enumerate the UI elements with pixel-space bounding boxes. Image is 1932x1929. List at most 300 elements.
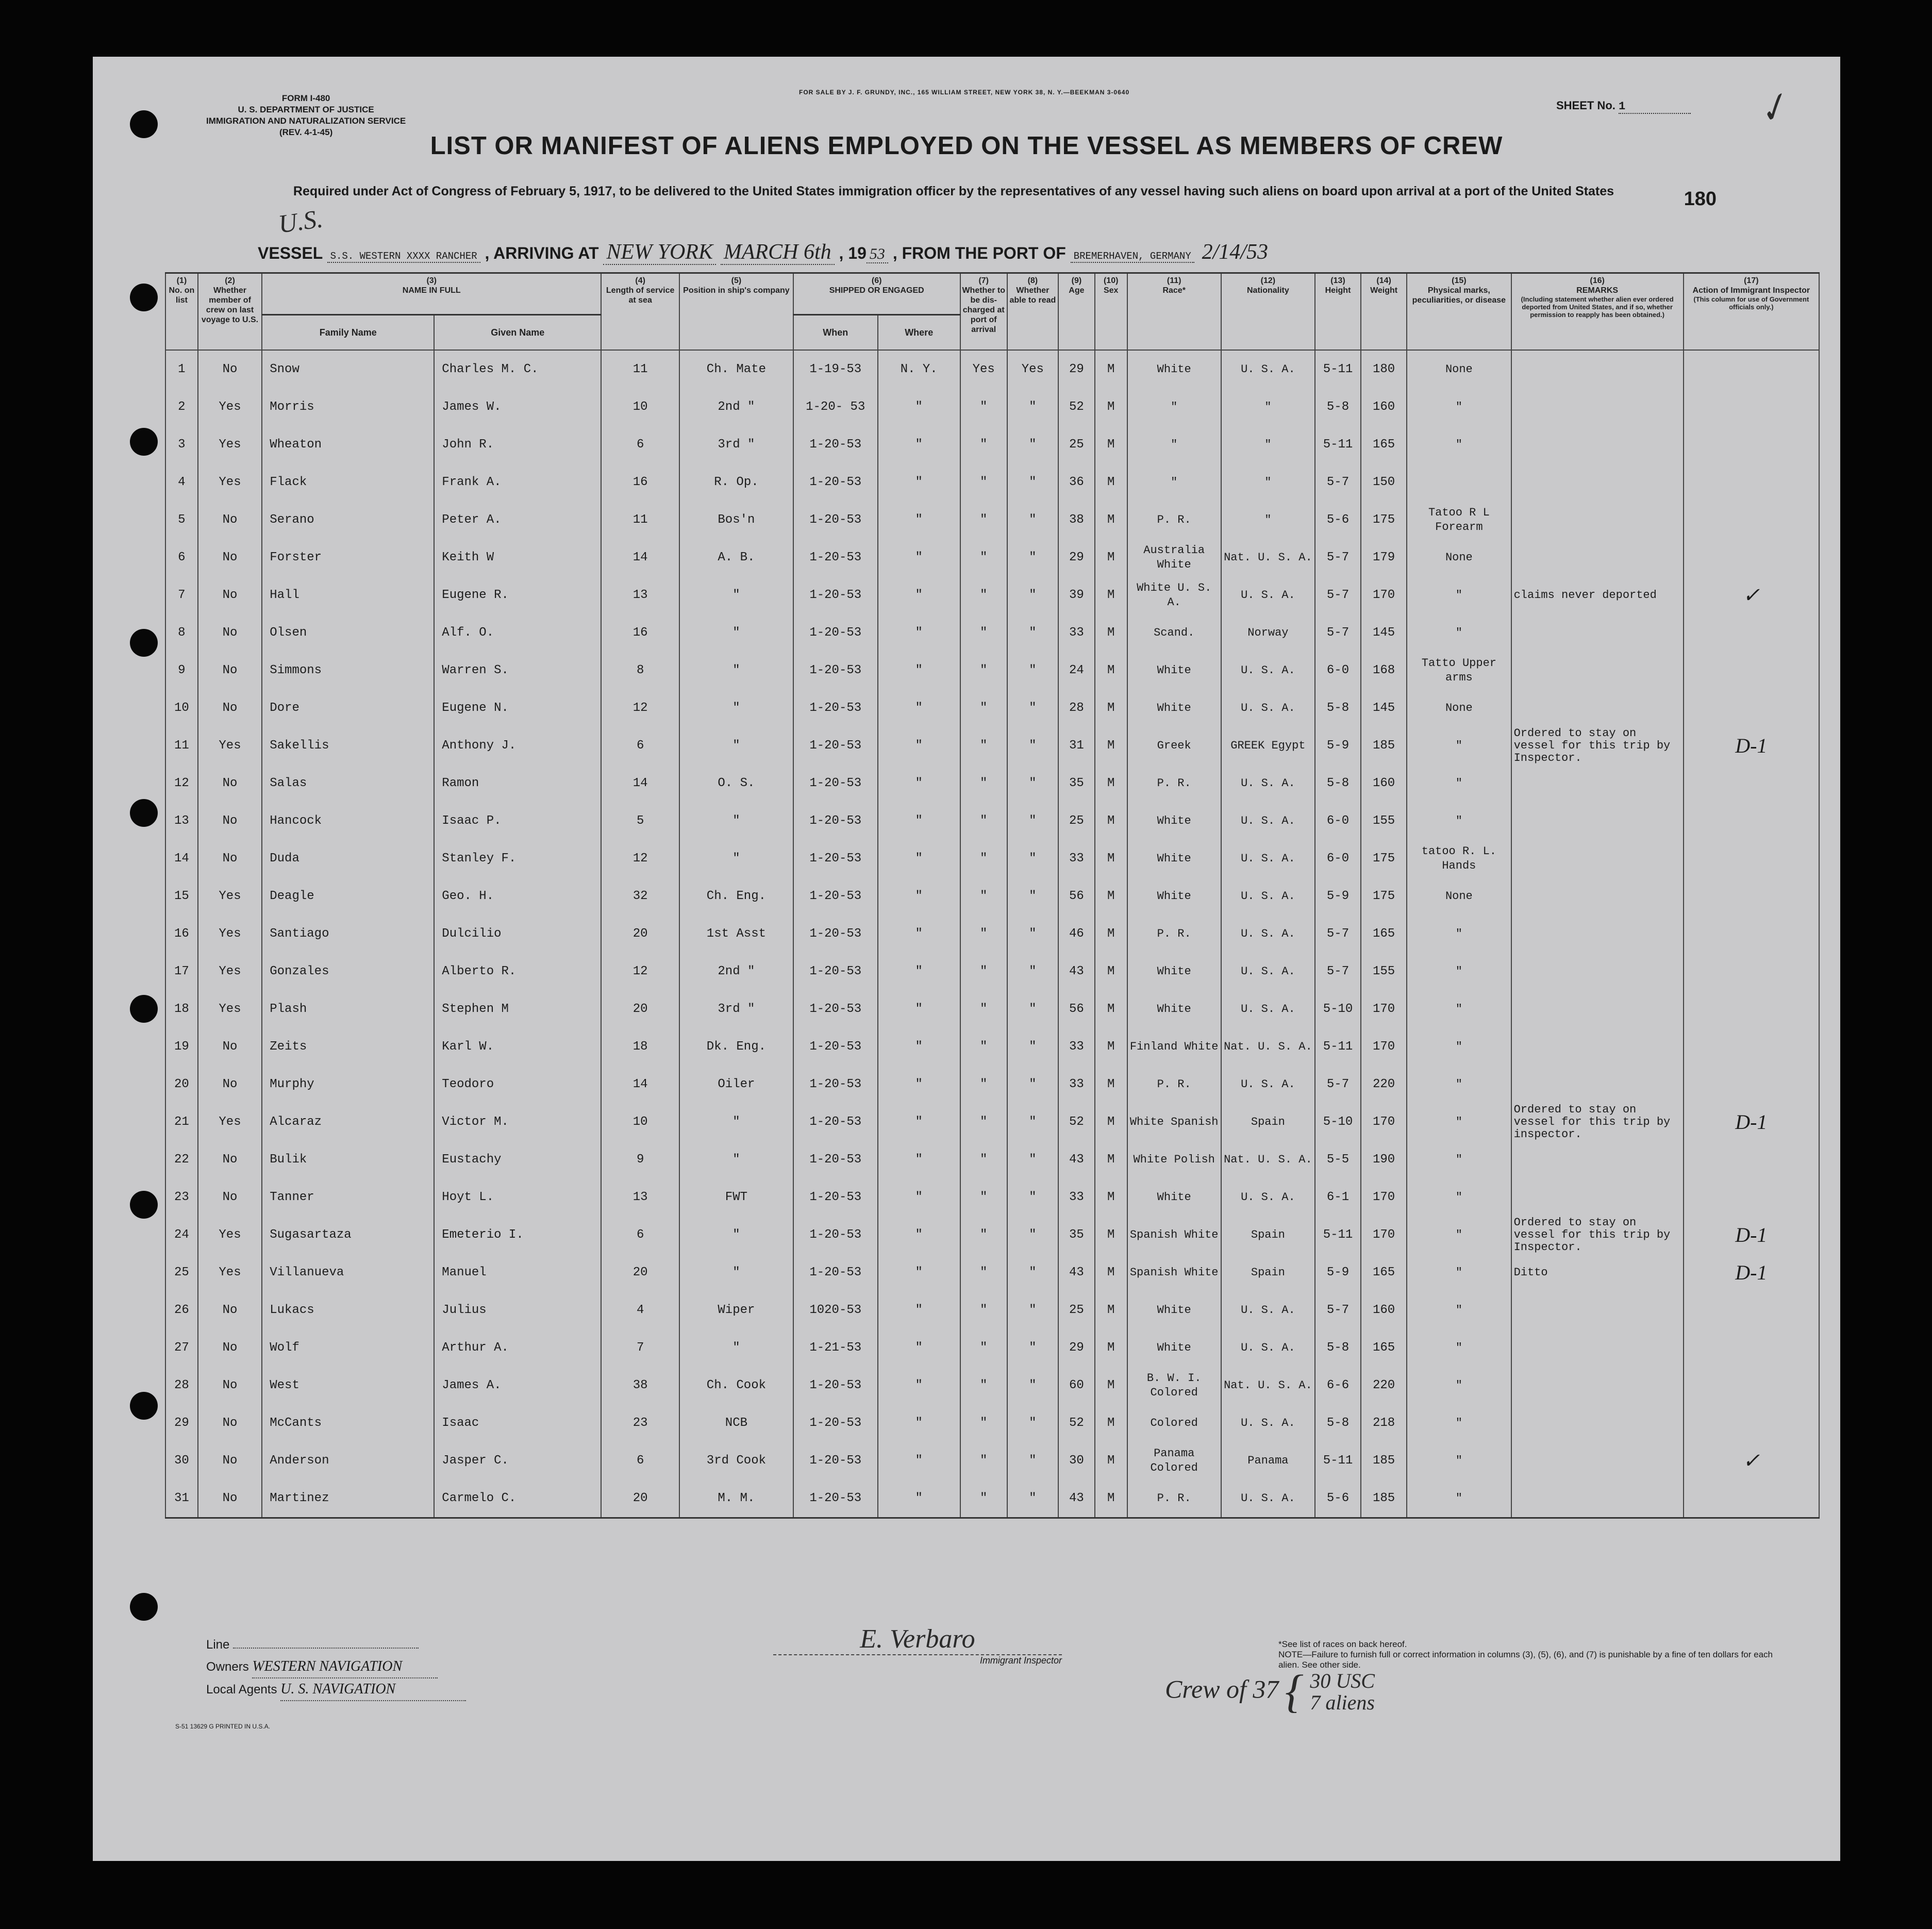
cell-position: Ch. Cook — [679, 1367, 793, 1404]
cell-family-name: Duda — [262, 840, 434, 877]
cell-inspector-action — [1684, 350, 1819, 388]
header-row — [165, 273, 1819, 315]
cell-previous-voyage: No — [198, 689, 262, 727]
cell-row-number: 30 — [165, 1442, 198, 1479]
cell-age: 43 — [1058, 1254, 1095, 1291]
cell-sex: M — [1095, 463, 1127, 501]
cell-nationality: U. S. A. — [1221, 990, 1315, 1028]
cell-race: Spanish White — [1127, 1254, 1221, 1291]
cell-given-name: Frank A. — [434, 463, 601, 501]
cell-discharged: " — [960, 1442, 1007, 1479]
crew-row — [165, 1329, 1819, 1367]
cell-previous-voyage: No — [198, 1479, 262, 1518]
punch-hole — [130, 629, 158, 657]
cell-nationality: Panama — [1221, 1442, 1315, 1479]
cell-age: 52 — [1058, 1103, 1095, 1141]
cell-shipped-when: 1-20-53 — [793, 1216, 878, 1254]
cell-family-name: Bulik — [262, 1141, 434, 1178]
cell-discharged: " — [960, 990, 1007, 1028]
owners-label: Owners — [206, 1660, 249, 1674]
cell-physical-marks: " — [1407, 727, 1511, 764]
cell-discharged: " — [960, 840, 1007, 877]
cell-height: 5-11 — [1315, 1028, 1361, 1066]
cell-nationality: U. S. A. — [1221, 689, 1315, 727]
cell-shipped-when: 1-20- 53 — [793, 388, 878, 426]
cell-shipped-when: 1-20-53 — [793, 576, 878, 614]
cell-previous-voyage: Yes — [198, 1254, 262, 1291]
cell-position: Bos'n — [679, 501, 793, 539]
cell-family-name: Olsen — [262, 614, 434, 652]
vessel-label: VESSEL — [258, 244, 323, 262]
punch-hole — [130, 428, 158, 456]
cell-remarks — [1511, 915, 1684, 953]
sheet-number — [1556, 99, 1691, 114]
cell-weight: 175 — [1361, 877, 1407, 915]
cell-previous-voyage: Yes — [198, 388, 262, 426]
cell-remarks — [1511, 953, 1684, 990]
cell-shipped-when: 1-20-53 — [793, 463, 878, 501]
cell-previous-voyage: No — [198, 1028, 262, 1066]
crew-row — [165, 652, 1819, 689]
cell-discharged: " — [960, 539, 1007, 576]
col-header-read: (8) Whether able to read — [1007, 273, 1058, 351]
col-header-nationality: (12) Nationality — [1221, 273, 1315, 351]
cell-previous-voyage: No — [198, 1141, 262, 1178]
cell-race: White — [1127, 990, 1221, 1028]
cell-family-name: Snow — [262, 350, 434, 388]
cell-position: " — [679, 689, 793, 727]
vessel-value: S.S. WESTERN XXXX RANCHER — [327, 251, 480, 263]
cell-race: " — [1127, 388, 1221, 426]
cell-weight: 170 — [1361, 1028, 1407, 1066]
cell-weight: 160 — [1361, 764, 1407, 802]
cell-remarks: Ordered to stay on vessel for this trip by Inspector. — [1511, 1216, 1684, 1254]
cell-able-to-read: " — [1007, 764, 1058, 802]
cell-remarks — [1511, 1479, 1684, 1518]
cell-height: 6-0 — [1315, 802, 1361, 840]
crew-row — [165, 501, 1819, 539]
cell-sex: M — [1095, 652, 1127, 689]
cell-discharged: " — [960, 426, 1007, 463]
cell-shipped-where: " — [878, 1254, 960, 1291]
crew-row — [165, 727, 1819, 764]
cell-sex: M — [1095, 802, 1127, 840]
cell-position: " — [679, 576, 793, 614]
cell-shipped-where: " — [878, 802, 960, 840]
us-handwritten-mark: U.S. — [276, 204, 325, 239]
crew-row — [165, 463, 1819, 501]
cell-discharged: " — [960, 501, 1007, 539]
cell-sex: M — [1095, 1028, 1127, 1066]
cell-shipped-when: 1-20-53 — [793, 426, 878, 463]
cell-discharged: " — [960, 614, 1007, 652]
cell-height: 5-11 — [1315, 426, 1361, 463]
cell-given-name: Jasper C. — [434, 1442, 601, 1479]
col-header-sex: (10) Sex — [1095, 273, 1127, 351]
cell-height: 5-8 — [1315, 1329, 1361, 1367]
cell-physical-marks: " — [1407, 426, 1511, 463]
cell-row-number: 21 — [165, 1103, 198, 1141]
cell-physical-marks: " — [1407, 1254, 1511, 1291]
crew-row — [165, 915, 1819, 953]
cell-position: " — [679, 727, 793, 764]
cell-service-years: 23 — [601, 1404, 679, 1442]
cell-inspector-action — [1684, 1066, 1819, 1103]
check-mark-icon: ✓ — [1751, 85, 1795, 134]
cell-able-to-read: " — [1007, 1254, 1058, 1291]
cell-inspector-action: D-1 — [1684, 1103, 1819, 1141]
agents-label: Local Agents — [206, 1683, 277, 1697]
cell-previous-voyage: No — [198, 350, 262, 388]
cell-inspector-action — [1684, 426, 1819, 463]
cell-shipped-where: " — [878, 1329, 960, 1367]
cell-sex: M — [1095, 764, 1127, 802]
cell-inspector-action — [1684, 802, 1819, 840]
crew-row — [165, 1479, 1819, 1518]
cell-height: 5-8 — [1315, 388, 1361, 426]
cell-family-name: Alcaraz — [262, 1103, 434, 1141]
cell-sex: M — [1095, 877, 1127, 915]
cell-physical-marks: " — [1407, 953, 1511, 990]
cell-discharged: " — [960, 689, 1007, 727]
cell-shipped-when: 1-20-53 — [793, 764, 878, 802]
cell-sex: M — [1095, 1254, 1127, 1291]
cell-age: 33 — [1058, 1178, 1095, 1216]
cell-race: White — [1127, 350, 1221, 388]
cell-race: P. R. — [1127, 1479, 1221, 1518]
cell-row-number: 16 — [165, 915, 198, 953]
cell-previous-voyage: Yes — [198, 877, 262, 915]
cell-height: 5-11 — [1315, 350, 1361, 388]
cell-shipped-when: 1-20-53 — [793, 614, 878, 652]
cell-given-name: Karl W. — [434, 1028, 601, 1066]
cell-family-name: Flack — [262, 463, 434, 501]
cell-service-years: 14 — [601, 1066, 679, 1103]
cell-inspector-action — [1684, 1028, 1819, 1066]
crew-row — [165, 1442, 1819, 1479]
cell-physical-marks: " — [1407, 1178, 1511, 1216]
cell-row-number: 28 — [165, 1367, 198, 1404]
cell-sex: M — [1095, 350, 1127, 388]
cell-position: Dk. Eng. — [679, 1028, 793, 1066]
cell-race: White — [1127, 1329, 1221, 1367]
cell-service-years: 20 — [601, 915, 679, 953]
cell-shipped-when: 1-20-53 — [793, 727, 878, 764]
cell-race: P. R. — [1127, 764, 1221, 802]
cell-weight: 175 — [1361, 501, 1407, 539]
cell-given-name: Alf. O. — [434, 614, 601, 652]
col-header-race: (11) Race* — [1127, 273, 1221, 351]
cell-age: 29 — [1058, 1329, 1095, 1367]
cell-weight: 165 — [1361, 915, 1407, 953]
cell-inspector-action: D-1 — [1684, 1216, 1819, 1254]
cell-race: B. W. I. Colored — [1127, 1367, 1221, 1404]
cell-row-number: 23 — [165, 1178, 198, 1216]
cell-row-number: 4 — [165, 463, 198, 501]
cell-given-name: Eugene N. — [434, 689, 601, 727]
cell-position: NCB — [679, 1404, 793, 1442]
cell-nationality: Spain — [1221, 1254, 1315, 1291]
manifest-sheet — [93, 57, 1840, 1861]
cell-height: 5-7 — [1315, 915, 1361, 953]
cell-physical-marks: " — [1407, 388, 1511, 426]
cell-inspector-action — [1684, 840, 1819, 877]
cell-position: M. M. — [679, 1479, 793, 1518]
cell-inspector-action — [1684, 614, 1819, 652]
cell-shipped-where: " — [878, 1216, 960, 1254]
cell-shipped-where: " — [878, 1178, 960, 1216]
cell-sex: M — [1095, 689, 1127, 727]
cell-physical-marks: " — [1407, 1141, 1511, 1178]
col-header-position: (5) Position in ship's company — [679, 273, 793, 351]
cell-age: 35 — [1058, 1216, 1095, 1254]
cell-physical-marks — [1407, 463, 1511, 501]
cell-row-number: 26 — [165, 1291, 198, 1329]
sheet-number-value: 1 — [1619, 100, 1691, 114]
cell-shipped-where: " — [878, 501, 960, 539]
cell-remarks: Ordered to stay on vessel for this trip by Inspector. — [1511, 727, 1684, 764]
cell-age: 33 — [1058, 1066, 1095, 1103]
cell-shipped-when: 1-20-53 — [793, 1103, 878, 1141]
cell-given-name: Hoyt L. — [434, 1178, 601, 1216]
cell-physical-marks: None — [1407, 689, 1511, 727]
cell-height: 5-8 — [1315, 1404, 1361, 1442]
cell-position: Ch. Mate — [679, 350, 793, 388]
cell-able-to-read: " — [1007, 1066, 1058, 1103]
cell-family-name: McCants — [262, 1404, 434, 1442]
cell-service-years: 16 — [601, 614, 679, 652]
cell-shipped-where: " — [878, 1404, 960, 1442]
cell-remarks — [1511, 426, 1684, 463]
cell-inspector-action — [1684, 764, 1819, 802]
cell-physical-marks: " — [1407, 576, 1511, 614]
punch-hole — [130, 995, 158, 1023]
cell-nationality: U. S. A. — [1221, 1178, 1315, 1216]
cell-inspector-action — [1684, 1479, 1819, 1518]
cell-weight: 165 — [1361, 1254, 1407, 1291]
cell-age: 52 — [1058, 1404, 1095, 1442]
cell-sex: M — [1095, 953, 1127, 990]
department-name: U. S. DEPARTMENT OF JUSTICE — [238, 105, 374, 114]
cell-position: O. S. — [679, 764, 793, 802]
cell-shipped-when: 1-19-53 — [793, 350, 878, 388]
cell-age: 33 — [1058, 840, 1095, 877]
cell-remarks — [1511, 614, 1684, 652]
punch-hole — [130, 1593, 158, 1621]
crew-row — [165, 539, 1819, 576]
cell-race: White — [1127, 802, 1221, 840]
cell-inspector-action — [1684, 877, 1819, 915]
cell-family-name: Dore — [262, 689, 434, 727]
cell-sex: M — [1095, 1367, 1127, 1404]
cell-row-number: 24 — [165, 1216, 198, 1254]
cell-physical-marks: " — [1407, 802, 1511, 840]
cell-shipped-when: 1-20-53 — [793, 539, 878, 576]
cell-nationality: U. S. A. — [1221, 1066, 1315, 1103]
cell-sex: M — [1095, 426, 1127, 463]
cell-height: 5-7 — [1315, 1291, 1361, 1329]
cell-given-name: Emeterio I. — [434, 1216, 601, 1254]
crew-row — [165, 1141, 1819, 1178]
cell-sex: M — [1095, 501, 1127, 539]
cell-age: 25 — [1058, 426, 1095, 463]
fine-note — [1278, 1639, 1794, 1670]
cell-discharged: " — [960, 915, 1007, 953]
cell-nationality: U. S. A. — [1221, 1404, 1315, 1442]
inspector-signature-block — [773, 1624, 1062, 1666]
cell-sex: M — [1095, 576, 1127, 614]
cell-inspector-action — [1684, 915, 1819, 953]
cell-race: White — [1127, 953, 1221, 990]
cell-given-name: Eustachy — [434, 1141, 601, 1178]
cell-age: 43 — [1058, 1479, 1095, 1518]
cell-inspector-action — [1684, 1404, 1819, 1442]
cell-physical-marks: Tatoo R L Forearm — [1407, 501, 1511, 539]
cell-shipped-where: " — [878, 689, 960, 727]
cell-sex: M — [1095, 1066, 1127, 1103]
cell-sex: M — [1095, 915, 1127, 953]
cell-given-name: Ramon — [434, 764, 601, 802]
cell-age: 33 — [1058, 1028, 1095, 1066]
cell-physical-marks: " — [1407, 915, 1511, 953]
cell-physical-marks: None — [1407, 350, 1511, 388]
cell-age: 56 — [1058, 990, 1095, 1028]
crew-row — [165, 1103, 1819, 1141]
cell-height: 6-6 — [1315, 1367, 1361, 1404]
cell-weight: 150 — [1361, 463, 1407, 501]
cell-race: Colored — [1127, 1404, 1221, 1442]
cell-race: P. R. — [1127, 1066, 1221, 1103]
cell-height: 5-9 — [1315, 727, 1361, 764]
cell-weight: 170 — [1361, 990, 1407, 1028]
cell-given-name: Arthur A. — [434, 1329, 601, 1367]
cell-shipped-when: 1-20-53 — [793, 689, 878, 727]
cell-sex: M — [1095, 1329, 1127, 1367]
cell-shipped-where: " — [878, 614, 960, 652]
cell-weight: 160 — [1361, 1291, 1407, 1329]
cell-age: 43 — [1058, 953, 1095, 990]
cell-inspector-action — [1684, 1329, 1819, 1367]
cell-previous-voyage: No — [198, 576, 262, 614]
crew-row — [165, 350, 1819, 388]
col-header-height: (13) Height — [1315, 273, 1361, 351]
cell-nationality: " — [1221, 426, 1315, 463]
cell-discharged: " — [960, 1479, 1007, 1518]
cell-family-name: Wheaton — [262, 426, 434, 463]
punch-hole — [130, 1392, 158, 1420]
cell-height: 5-6 — [1315, 1479, 1361, 1518]
cell-shipped-when: 1-20-53 — [793, 1141, 878, 1178]
cell-row-number: 14 — [165, 840, 198, 877]
cell-height: 5-7 — [1315, 463, 1361, 501]
cell-previous-voyage: No — [198, 1404, 262, 1442]
col-header-action: (17) Action of Immigrant Inspector (This column for use of Government officials only.) — [1684, 273, 1819, 351]
cell-nationality: Nat. U. S. A. — [1221, 1028, 1315, 1066]
races-note: *See list of races on back hereof. — [1278, 1639, 1407, 1649]
cell-nationality: U. S. A. — [1221, 840, 1315, 877]
cell-discharged: " — [960, 388, 1007, 426]
cell-service-years: 7 — [601, 1329, 679, 1367]
cell-height: 5-7 — [1315, 539, 1361, 576]
cell-race: " — [1127, 426, 1221, 463]
cell-able-to-read: " — [1007, 1103, 1058, 1141]
cell-shipped-where: " — [878, 1367, 960, 1404]
cell-able-to-read: " — [1007, 802, 1058, 840]
cell-given-name: Anthony J. — [434, 727, 601, 764]
cell-family-name: Salas — [262, 764, 434, 802]
cell-previous-voyage: No — [198, 539, 262, 576]
cell-row-number: 19 — [165, 1028, 198, 1066]
cell-sex: M — [1095, 1291, 1127, 1329]
cell-previous-voyage: No — [198, 1291, 262, 1329]
arriving-port-value: NEW YORK — [603, 240, 716, 265]
cell-inspector-action — [1684, 953, 1819, 990]
cell-family-name: Anderson — [262, 1442, 434, 1479]
cell-row-number: 18 — [165, 990, 198, 1028]
cell-discharged: " — [960, 953, 1007, 990]
form-revision: (REV. 4-1-45) — [279, 127, 333, 137]
cell-race: Panama Colored — [1127, 1442, 1221, 1479]
cell-previous-voyage: No — [198, 1442, 262, 1479]
cell-discharged: " — [960, 877, 1007, 915]
cell-remarks — [1511, 1066, 1684, 1103]
cell-height: 6-1 — [1315, 1178, 1361, 1216]
cell-remarks — [1511, 1028, 1684, 1066]
col-header-when: When — [793, 315, 878, 351]
cell-race: Australia White — [1127, 539, 1221, 576]
cell-height: 5-8 — [1315, 689, 1361, 727]
cell-family-name: Serano — [262, 501, 434, 539]
cell-family-name: Simmons — [262, 652, 434, 689]
cell-physical-marks: " — [1407, 1066, 1511, 1103]
cell-nationality: U. S. A. — [1221, 576, 1315, 614]
cell-shipped-when: 1-20-53 — [793, 915, 878, 953]
cell-nationality: Nat. U. S. A. — [1221, 1141, 1315, 1178]
crew-row — [165, 990, 1819, 1028]
cell-inspector-action — [1684, 689, 1819, 727]
cell-weight: 175 — [1361, 840, 1407, 877]
cell-service-years: 11 — [601, 350, 679, 388]
cell-given-name: Alberto R. — [434, 953, 601, 990]
cell-family-name: Tanner — [262, 1178, 434, 1216]
cell-age: 25 — [1058, 802, 1095, 840]
inspector-signature: E. Verbaro — [773, 1624, 1062, 1655]
cell-sex: M — [1095, 1103, 1127, 1141]
cell-discharged: " — [960, 1216, 1007, 1254]
cell-family-name: Forster — [262, 539, 434, 576]
year-label: , 19 — [839, 244, 867, 262]
cell-able-to-read: " — [1007, 1141, 1058, 1178]
cell-physical-marks: " — [1407, 1404, 1511, 1442]
cell-weight: 170 — [1361, 1103, 1407, 1141]
cell-height: 5-11 — [1315, 1442, 1361, 1479]
stamp-number: 180 — [1684, 188, 1717, 210]
cell-row-number: 20 — [165, 1066, 198, 1103]
cell-remarks: Ordered to stay on vessel for this trip by inspector. — [1511, 1103, 1684, 1141]
cell-shipped-when: 1-20-53 — [793, 1066, 878, 1103]
cell-position: " — [679, 1216, 793, 1254]
cell-row-number: 10 — [165, 689, 198, 727]
cell-inspector-action: D-1 — [1684, 727, 1819, 764]
cell-age: 56 — [1058, 877, 1095, 915]
cell-position: 1st Asst — [679, 915, 793, 953]
cell-service-years: 5 — [601, 802, 679, 840]
cell-weight: 185 — [1361, 727, 1407, 764]
cell-shipped-where: " — [878, 463, 960, 501]
cell-height: 5-11 — [1315, 1216, 1361, 1254]
cell-family-name: Gonzales — [262, 953, 434, 990]
cell-age: 24 — [1058, 652, 1095, 689]
